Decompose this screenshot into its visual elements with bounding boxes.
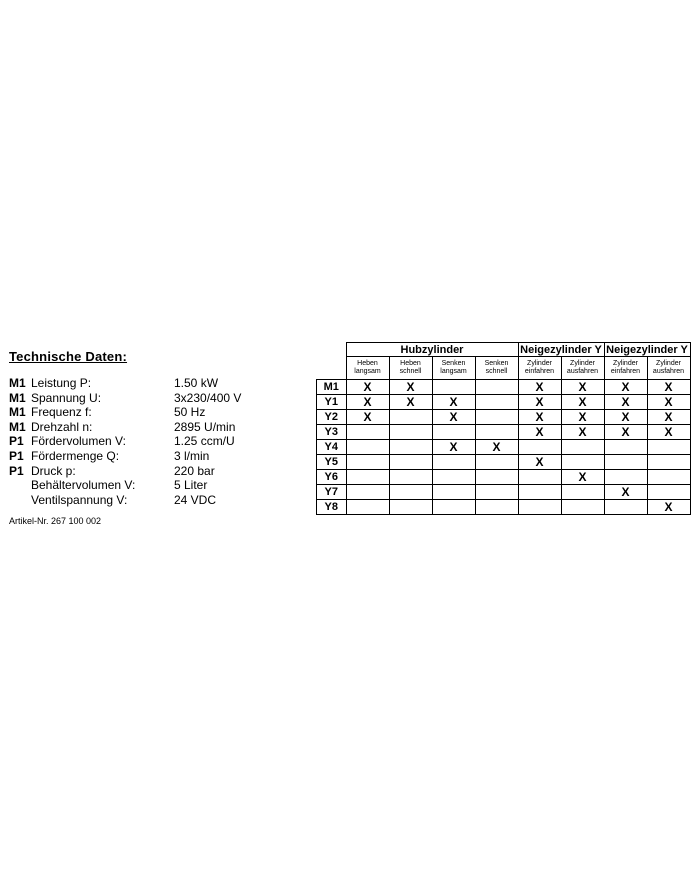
empty-cell bbox=[561, 485, 604, 500]
spec-value: 3 l/min bbox=[174, 448, 210, 463]
empty-cell bbox=[389, 410, 432, 425]
mark-cell: X bbox=[604, 425, 647, 440]
empty-cell bbox=[346, 500, 389, 515]
empty-cell bbox=[647, 455, 690, 470]
mark-cell: X bbox=[604, 485, 647, 500]
mark-cell: X bbox=[518, 380, 561, 395]
spec-label: Behältervolumen V: bbox=[31, 478, 136, 493]
spec-label: Frequenz f: bbox=[31, 405, 92, 420]
spec-label: Drehzahl n: bbox=[31, 419, 93, 434]
spec-label: Leistung P: bbox=[31, 376, 92, 390]
empty-cell bbox=[432, 425, 475, 440]
column-header-line: schnell bbox=[399, 368, 422, 375]
spec-label: Fördermenge Q: bbox=[31, 448, 120, 463]
mark-cell: X bbox=[346, 395, 389, 410]
empty-cell bbox=[475, 380, 518, 395]
mark-cell: X bbox=[518, 425, 561, 440]
mark-cell: X bbox=[518, 395, 561, 410]
row-label: Y3 bbox=[317, 425, 347, 440]
empty-cell bbox=[647, 440, 690, 455]
mark-cell: X bbox=[561, 470, 604, 485]
mark-cell: X bbox=[432, 410, 475, 425]
column-header-line: einfahren bbox=[524, 368, 555, 375]
column-header bbox=[604, 357, 647, 380]
empty-cell bbox=[432, 470, 475, 485]
mark-cell: X bbox=[647, 380, 690, 395]
empty-cell bbox=[389, 425, 432, 440]
spec-label: Ventilspannung V: bbox=[31, 492, 128, 507]
spec-row bbox=[9, 464, 309, 479]
column-header-line: ausfahren bbox=[566, 368, 599, 375]
column-header-line: Senken bbox=[484, 360, 509, 367]
spec-prefix: P1 bbox=[9, 434, 24, 449]
spec-row bbox=[9, 391, 309, 406]
empty-cell bbox=[432, 485, 475, 500]
empty-cell bbox=[475, 485, 518, 500]
empty-cell bbox=[518, 500, 561, 515]
mark-cell: X bbox=[604, 410, 647, 425]
empty-cell bbox=[432, 455, 475, 470]
table-row bbox=[317, 455, 691, 470]
row-label: Y8 bbox=[317, 500, 347, 515]
column-header-line: Heben bbox=[400, 360, 421, 367]
column-header-line: langsam bbox=[440, 368, 467, 375]
mark-cell: X bbox=[647, 410, 690, 425]
empty-cell bbox=[604, 440, 647, 455]
table-row bbox=[317, 395, 691, 410]
empty-cell bbox=[475, 425, 518, 440]
empty-cell bbox=[518, 485, 561, 500]
mark-cell: X bbox=[561, 425, 604, 440]
row-label: Y2 bbox=[317, 410, 347, 425]
table-row bbox=[317, 500, 691, 515]
table-row bbox=[317, 440, 691, 455]
empty-cell bbox=[604, 455, 647, 470]
row-label: M1 bbox=[317, 380, 347, 395]
spec-prefix: M1 bbox=[9, 419, 26, 434]
empty-cell bbox=[561, 500, 604, 515]
mark-cell: X bbox=[647, 500, 690, 515]
column-header-line: ausfahren bbox=[652, 368, 685, 375]
column-header bbox=[561, 357, 604, 380]
empty-cell bbox=[432, 380, 475, 395]
row-label: Y4 bbox=[317, 440, 347, 455]
table-group-header-row bbox=[317, 343, 691, 357]
spec-value: 24 VDC bbox=[174, 492, 217, 507]
mark-cell: X bbox=[346, 410, 389, 425]
table-body bbox=[317, 380, 691, 515]
empty-cell bbox=[604, 500, 647, 515]
spec-value: 5 Liter bbox=[174, 478, 208, 493]
mark-cell: X bbox=[647, 425, 690, 440]
empty-cell bbox=[346, 485, 389, 500]
column-header-line: Senken bbox=[441, 360, 466, 367]
spec-label: Druck p: bbox=[31, 463, 76, 478]
column-header bbox=[475, 357, 518, 380]
article-number: Artikel-Nr. 267 100 002 bbox=[9, 516, 102, 526]
spec-row bbox=[9, 434, 309, 449]
empty-cell bbox=[518, 440, 561, 455]
spec-value: 3x230/400 V bbox=[174, 390, 242, 405]
empty-cell bbox=[647, 470, 690, 485]
empty-cell bbox=[389, 500, 432, 515]
empty-cell bbox=[475, 455, 518, 470]
empty-cell bbox=[475, 470, 518, 485]
column-header bbox=[389, 357, 432, 380]
empty-cell bbox=[475, 395, 518, 410]
empty-cell bbox=[346, 425, 389, 440]
spec-value: 2895 U/min bbox=[174, 419, 236, 434]
spec-row bbox=[9, 449, 309, 464]
table-row bbox=[317, 425, 691, 440]
mark-cell: X bbox=[389, 395, 432, 410]
column-header-line: langsam bbox=[354, 368, 381, 375]
empty-cell bbox=[561, 455, 604, 470]
mark-cell: X bbox=[518, 455, 561, 470]
row-label: Y7 bbox=[317, 485, 347, 500]
empty-cell bbox=[346, 470, 389, 485]
technical-data-title: Technische Daten: bbox=[9, 349, 128, 364]
mark-cell: X bbox=[475, 440, 518, 455]
spec-prefix: P1 bbox=[9, 463, 24, 478]
valve-function-table bbox=[316, 342, 691, 515]
column-header-line: schnell bbox=[485, 368, 508, 375]
empty-cell bbox=[346, 440, 389, 455]
empty-cell bbox=[389, 485, 432, 500]
table-corner bbox=[317, 343, 347, 380]
technical-data-block bbox=[9, 349, 309, 507]
column-header-line: Zylinder bbox=[656, 360, 681, 367]
column-header-line: Zylinder bbox=[527, 360, 552, 367]
empty-cell bbox=[604, 470, 647, 485]
column-header bbox=[346, 357, 389, 380]
group-header: Hubzylinder bbox=[346, 343, 518, 357]
technical-data-list bbox=[9, 376, 309, 507]
mark-cell: X bbox=[647, 395, 690, 410]
mark-cell: X bbox=[561, 410, 604, 425]
empty-cell bbox=[561, 440, 604, 455]
column-header-line: Zylinder bbox=[613, 360, 638, 367]
mark-cell: X bbox=[346, 380, 389, 395]
row-label: Y5 bbox=[317, 455, 347, 470]
table-column-header-row bbox=[317, 357, 691, 380]
table-row bbox=[317, 410, 691, 425]
spec-value: 50 Hz bbox=[174, 405, 206, 420]
spec-prefix: M1 bbox=[9, 405, 26, 420]
spec-row bbox=[9, 405, 309, 420]
column-header-line: einfahren bbox=[610, 368, 641, 375]
empty-cell bbox=[346, 455, 389, 470]
column-header bbox=[432, 357, 475, 380]
empty-cell bbox=[389, 440, 432, 455]
empty-cell bbox=[475, 410, 518, 425]
table-row bbox=[317, 470, 691, 485]
mark-cell: X bbox=[604, 380, 647, 395]
group-header: Neigezylinder Y bbox=[518, 343, 604, 357]
spec-value: 1.25 ccm/U bbox=[174, 434, 235, 449]
spec-label: Fördervolumen V: bbox=[31, 434, 126, 449]
empty-cell bbox=[475, 500, 518, 515]
empty-cell bbox=[518, 470, 561, 485]
spec-prefix: P1 bbox=[9, 448, 24, 463]
row-label: Y6 bbox=[317, 470, 347, 485]
spec-row bbox=[9, 478, 309, 493]
spec-label: Spannung U: bbox=[31, 390, 102, 405]
mark-cell: X bbox=[389, 380, 432, 395]
mark-cell: X bbox=[518, 410, 561, 425]
empty-cell bbox=[432, 500, 475, 515]
mark-cell: X bbox=[561, 395, 604, 410]
column-header bbox=[647, 357, 690, 380]
spec-prefix: M1 bbox=[9, 390, 26, 405]
row-label: Y1 bbox=[317, 395, 347, 410]
spec-value: 220 bar bbox=[174, 463, 215, 478]
spec-row bbox=[9, 493, 309, 508]
group-header: Neigezylinder Y bbox=[604, 343, 690, 357]
mark-cell: X bbox=[604, 395, 647, 410]
spec-row bbox=[9, 420, 309, 435]
spec-row bbox=[9, 376, 309, 391]
mark-cell: X bbox=[561, 380, 604, 395]
spec-prefix: M1 bbox=[9, 376, 26, 390]
column-header-line: Zylinder bbox=[570, 360, 595, 367]
empty-cell bbox=[647, 485, 690, 500]
empty-cell bbox=[389, 470, 432, 485]
mark-cell: X bbox=[432, 440, 475, 455]
empty-cell bbox=[389, 455, 432, 470]
spec-value: 1.50 kW bbox=[174, 376, 219, 390]
mark-cell: X bbox=[432, 395, 475, 410]
column-header bbox=[518, 357, 561, 380]
table-row bbox=[317, 380, 691, 395]
column-header-line: Heben bbox=[357, 360, 378, 367]
table-row bbox=[317, 485, 691, 500]
